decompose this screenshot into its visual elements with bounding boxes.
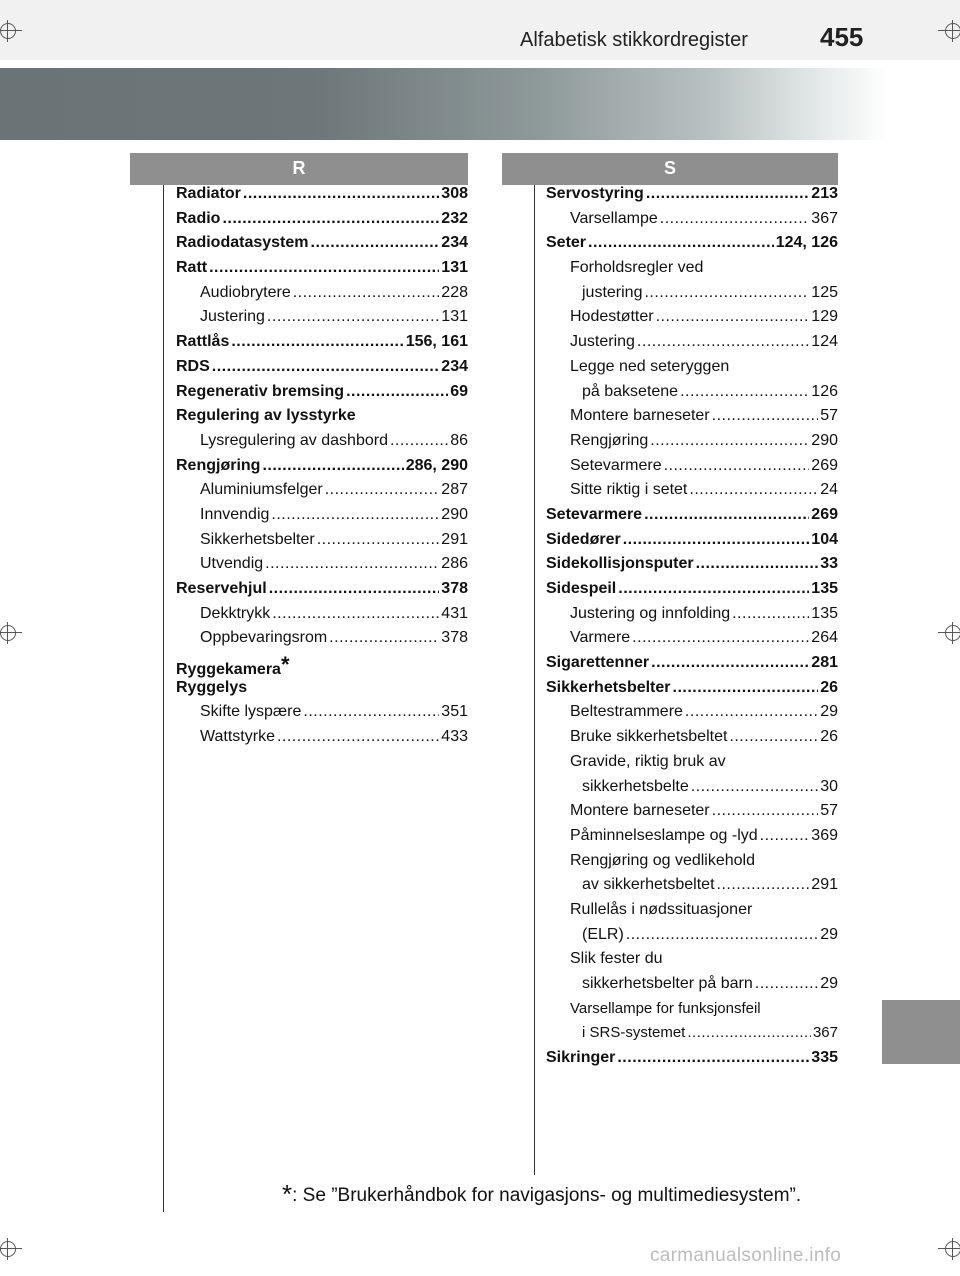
index-page-ref: 135 bbox=[811, 580, 838, 597]
index-page-ref: 125 bbox=[811, 283, 838, 301]
leader-dots bbox=[293, 284, 440, 302]
index-term: Hodestøtter bbox=[570, 308, 654, 326]
leader-dots bbox=[317, 531, 440, 549]
index-page-ref: 378 bbox=[441, 580, 468, 597]
index-term: Rengjøring bbox=[176, 456, 261, 474]
index-entry bbox=[546, 778, 838, 803]
index-entry bbox=[176, 457, 468, 482]
index-term: Sikringer bbox=[546, 1049, 616, 1067]
index-page-ref: 433 bbox=[441, 728, 468, 746]
leader-dots bbox=[588, 234, 774, 252]
index-entry bbox=[546, 432, 838, 457]
index-term: sikkerhetsbelter på barn bbox=[582, 975, 753, 992]
index-term: Justering bbox=[570, 333, 635, 351]
index-term: Ratt bbox=[176, 259, 208, 277]
index-term: Varmere bbox=[570, 629, 631, 647]
index-entry bbox=[176, 185, 468, 210]
index-page-ref: 291 bbox=[811, 876, 838, 894]
index-page-ref: 131 bbox=[441, 259, 468, 277]
index-page-ref: 431 bbox=[441, 604, 468, 622]
index-term: Ryggelys bbox=[176, 678, 248, 696]
leader-dots bbox=[390, 432, 448, 450]
index-term: Audiobrytere bbox=[200, 283, 291, 301]
index-page-ref: 213 bbox=[811, 185, 838, 202]
index-entry bbox=[176, 728, 468, 753]
index-entry bbox=[176, 407, 468, 432]
index-entry bbox=[546, 629, 838, 654]
leader-dots bbox=[209, 259, 439, 277]
index-term: Seter bbox=[546, 234, 587, 252]
index-page-ref: 269 bbox=[811, 505, 838, 523]
leader-dots bbox=[618, 580, 809, 598]
index-term: Radiodatasystem bbox=[176, 234, 309, 252]
index-entry bbox=[176, 432, 468, 457]
index-page-ref: 29 bbox=[820, 975, 838, 992]
index-page-ref: 264 bbox=[811, 629, 838, 647]
index-page-ref: 378 bbox=[441, 629, 468, 647]
index-entry bbox=[546, 876, 838, 901]
index-entry bbox=[546, 802, 838, 827]
index-term: Sigarettenner bbox=[546, 654, 650, 672]
leader-dots bbox=[325, 481, 440, 499]
index-entry bbox=[546, 481, 838, 506]
index-entry bbox=[546, 605, 838, 630]
leader-dots bbox=[680, 383, 809, 401]
index-entry bbox=[546, 975, 838, 1000]
index-entry bbox=[546, 827, 838, 852]
index-term: Varsellampe for funksjonsfeil bbox=[570, 999, 761, 1017]
footnote-text: : Se ”Brukerhåndbok for navigasjons- og multimediesystem”. bbox=[292, 1185, 802, 1206]
index-page-ref: 367 bbox=[812, 1024, 838, 1042]
index-entry bbox=[176, 259, 468, 284]
leader-dots bbox=[732, 605, 809, 623]
leader-dots bbox=[329, 629, 439, 647]
index-term: Montere barneseter bbox=[570, 407, 710, 425]
index-term: Sidekollisjonsputer bbox=[546, 555, 694, 573]
index-term: Varsellampe bbox=[570, 209, 658, 227]
index-entry bbox=[176, 308, 468, 333]
index-term: Sidespeil bbox=[546, 580, 617, 597]
leader-dots bbox=[272, 605, 439, 623]
index-entry bbox=[176, 531, 468, 556]
leader-dots bbox=[311, 234, 440, 252]
index-page-ref: 57 bbox=[820, 407, 838, 425]
index-entry bbox=[176, 679, 468, 704]
leader-dots bbox=[265, 555, 439, 573]
index-entry bbox=[176, 506, 468, 531]
index-term: sikkerhetsbelte bbox=[582, 777, 689, 795]
index-entry bbox=[546, 1024, 838, 1049]
column-divider-left bbox=[163, 185, 164, 1212]
index-term: Setevarmere bbox=[546, 505, 643, 523]
leader-dots bbox=[231, 333, 403, 351]
index-term: på baksetene bbox=[582, 382, 679, 400]
index-term: justering bbox=[582, 283, 643, 301]
index-term: Utvendig bbox=[200, 555, 264, 573]
page-number: 455 bbox=[820, 22, 864, 52]
index-term: Reservehjul bbox=[176, 580, 267, 597]
index-entry bbox=[546, 852, 838, 877]
index-entry bbox=[176, 234, 468, 259]
index-page-ref: 135 bbox=[811, 604, 838, 622]
index-entry bbox=[176, 654, 468, 679]
index-entry bbox=[546, 333, 838, 358]
index-term: i SRS-systemet bbox=[582, 1024, 686, 1042]
index-column-r bbox=[176, 185, 468, 753]
leader-dots bbox=[243, 185, 439, 203]
index-entry bbox=[176, 555, 468, 580]
index-term: Justering bbox=[200, 308, 265, 326]
chapter-tab bbox=[882, 1000, 960, 1064]
index-page-ref: 126 bbox=[811, 382, 838, 400]
index-page-ref: 131 bbox=[441, 308, 468, 326]
leader-dots bbox=[717, 876, 810, 894]
index-entry bbox=[546, 259, 838, 284]
index-page-ref: 86 bbox=[450, 431, 468, 449]
index-page-ref: 156, 161 bbox=[405, 333, 468, 351]
index-term: (ELR) bbox=[582, 925, 624, 943]
index-term: Radio bbox=[176, 209, 221, 227]
leader-dots bbox=[696, 555, 819, 573]
index-entry bbox=[546, 1049, 838, 1074]
index-entry bbox=[176, 358, 468, 383]
watermark: carmanualsonline.info bbox=[650, 1245, 842, 1266]
index-page-ref: 234 bbox=[441, 357, 468, 375]
index-page-ref: 234 bbox=[441, 234, 468, 252]
index-term: Påminnelseslampe og -lyd bbox=[570, 826, 758, 844]
leader-dots bbox=[346, 383, 448, 401]
index-page-ref: 281 bbox=[811, 654, 838, 672]
index-page-ref: 351 bbox=[441, 703, 468, 721]
index-term: Lysregulering av dashbord bbox=[200, 431, 388, 449]
leader-dots bbox=[277, 728, 439, 746]
index-entry bbox=[546, 210, 838, 235]
index-term: Innvendig bbox=[200, 505, 270, 523]
index-term: Rengjøring bbox=[570, 431, 649, 449]
leader-dots bbox=[303, 703, 439, 721]
index-term: Beltestrammere bbox=[570, 703, 683, 721]
index-page-ref: 26 bbox=[820, 678, 838, 696]
decorative-banner bbox=[0, 68, 890, 140]
index-entry bbox=[546, 457, 838, 482]
index-page-ref: 124, 126 bbox=[775, 234, 838, 252]
index-page-ref: 129 bbox=[811, 308, 838, 326]
index-page-ref: 29 bbox=[820, 925, 838, 943]
index-page-ref: 228 bbox=[441, 283, 468, 301]
index-term: Regenerativ bremsing bbox=[176, 382, 345, 400]
index-term: Wattstyrke bbox=[200, 728, 275, 746]
index-entry bbox=[546, 383, 838, 408]
leader-dots bbox=[623, 531, 810, 549]
section-header-r: R bbox=[130, 153, 468, 185]
leader-dots bbox=[267, 308, 439, 326]
column-divider-middle bbox=[534, 185, 535, 1175]
index-column-s bbox=[546, 185, 838, 1074]
index-entry bbox=[546, 753, 838, 778]
index-page-ref: 335 bbox=[811, 1049, 838, 1067]
index-term: Forholdsregler ved bbox=[570, 259, 704, 277]
index-term: Rengjøring og vedlikehold bbox=[570, 851, 755, 869]
index-entry bbox=[546, 926, 838, 951]
index-page-ref: 26 bbox=[820, 728, 838, 746]
leader-dots bbox=[689, 481, 818, 499]
index-entry bbox=[546, 407, 838, 432]
index-page-ref: 33 bbox=[820, 555, 838, 573]
leader-dots bbox=[673, 679, 819, 697]
index-entry bbox=[546, 531, 838, 556]
leader-dots bbox=[712, 802, 819, 820]
leader-dots bbox=[271, 506, 439, 524]
index-entry bbox=[546, 703, 838, 728]
index-page-ref: 29 bbox=[820, 703, 838, 721]
index-page-ref: 24 bbox=[820, 481, 838, 499]
section-header-s: S bbox=[502, 153, 838, 185]
footnote-marker: * bbox=[280, 654, 290, 678]
index-entry bbox=[546, 234, 838, 259]
leader-dots bbox=[687, 1024, 811, 1041]
leader-dots bbox=[644, 506, 809, 524]
leader-dots bbox=[685, 703, 818, 721]
footnote bbox=[282, 1177, 801, 1208]
index-term: Legge ned seteryggen bbox=[570, 357, 730, 375]
index-page-ref: 367 bbox=[811, 209, 838, 227]
index-page-ref: 69 bbox=[450, 382, 468, 400]
index-term: Radiator bbox=[176, 185, 241, 202]
leader-dots bbox=[626, 926, 818, 944]
index-entry bbox=[546, 555, 838, 580]
leader-dots bbox=[651, 654, 809, 672]
leader-dots bbox=[222, 210, 439, 228]
index-entry bbox=[546, 1000, 838, 1025]
index-term: Regulering av lysstyrke bbox=[176, 407, 356, 425]
page-header-title: Alfabetisk stikkordregister bbox=[520, 29, 748, 51]
leader-dots bbox=[664, 457, 810, 475]
index-term: av sikkerhetsbeltet bbox=[582, 876, 715, 894]
index-page-ref: 290 bbox=[811, 431, 838, 449]
index-page-ref: 287 bbox=[441, 481, 468, 499]
leader-dots bbox=[646, 185, 809, 203]
index-term: Rullelås i nødssituasjoner bbox=[570, 900, 753, 918]
index-entry bbox=[546, 728, 838, 753]
index-entry bbox=[546, 506, 838, 531]
index-page-ref: 57 bbox=[820, 802, 838, 820]
index-entry bbox=[176, 629, 468, 654]
index-term: Justering og innfolding bbox=[570, 604, 731, 622]
leader-dots bbox=[632, 629, 809, 647]
leader-dots bbox=[712, 407, 819, 425]
leader-dots bbox=[755, 975, 818, 993]
index-entry bbox=[546, 654, 838, 679]
index-page-ref: 291 bbox=[441, 530, 468, 548]
leader-dots bbox=[617, 1049, 809, 1067]
index-entry bbox=[176, 605, 468, 630]
index-entry bbox=[176, 703, 468, 728]
index-term: Oppbevaringsrom bbox=[200, 629, 328, 647]
index-page-ref: 369 bbox=[811, 826, 838, 844]
index-entry bbox=[546, 284, 838, 309]
index-page-ref: 232 bbox=[441, 209, 468, 227]
leader-dots bbox=[212, 358, 440, 376]
leader-dots bbox=[637, 333, 809, 351]
leader-dots bbox=[729, 728, 818, 746]
index-page-ref: 30 bbox=[820, 777, 838, 795]
index-entry bbox=[176, 481, 468, 506]
index-term: Rattlås bbox=[176, 333, 230, 351]
index-entry bbox=[176, 284, 468, 309]
index-entry bbox=[546, 185, 838, 210]
index-entry bbox=[546, 358, 838, 383]
index-term: Montere barneseter bbox=[570, 802, 710, 820]
index-page-ref: 308 bbox=[441, 185, 468, 202]
index-entry bbox=[176, 383, 468, 408]
index-term: Bruke sikkerhetsbeltet bbox=[570, 728, 728, 746]
header-bar bbox=[0, 0, 960, 60]
footnote-star: * bbox=[282, 1179, 293, 1209]
index-entry bbox=[176, 580, 468, 605]
index-term: Setevarmere bbox=[570, 456, 662, 474]
index-term: Sikkerhetsbelter bbox=[546, 678, 671, 696]
leader-dots bbox=[269, 580, 440, 598]
index-term: RDS bbox=[176, 357, 210, 375]
leader-dots bbox=[656, 308, 810, 326]
leader-dots bbox=[644, 284, 809, 302]
leader-dots bbox=[650, 432, 809, 450]
index-entry bbox=[546, 580, 838, 605]
leader-dots bbox=[660, 210, 810, 228]
index-page-ref: 269 bbox=[811, 456, 838, 474]
index-entry bbox=[176, 210, 468, 235]
index-term: Servostyring bbox=[546, 185, 644, 202]
index-term: Slik fester du bbox=[570, 950, 663, 968]
leader-dots bbox=[760, 827, 810, 845]
index-term: Skifte lyspære bbox=[200, 703, 302, 721]
index-term: Sidedører bbox=[546, 530, 621, 548]
leader-dots bbox=[262, 457, 403, 475]
index-entry bbox=[546, 950, 838, 975]
index-entry bbox=[546, 308, 838, 333]
index-term: Dekktrykk bbox=[200, 604, 271, 622]
index-term: Aluminiumsfelger bbox=[200, 481, 323, 499]
index-page-ref: 286, 290 bbox=[405, 456, 468, 474]
index-entry bbox=[546, 901, 838, 926]
leader-dots bbox=[691, 778, 818, 796]
index-term: Ryggekamera bbox=[176, 661, 281, 679]
index-term: Sitte riktig i setet bbox=[570, 481, 688, 499]
index-page-ref: 124 bbox=[811, 333, 838, 351]
index-entry bbox=[176, 333, 468, 358]
index-page-ref: 104 bbox=[811, 530, 838, 548]
index-entry bbox=[546, 679, 838, 704]
index-page-ref: 290 bbox=[441, 505, 468, 523]
index-term: Gravide, riktig bruk av bbox=[570, 752, 726, 770]
index-page-ref: 286 bbox=[441, 555, 468, 573]
index-term: Sikkerhetsbelter bbox=[200, 530, 315, 548]
